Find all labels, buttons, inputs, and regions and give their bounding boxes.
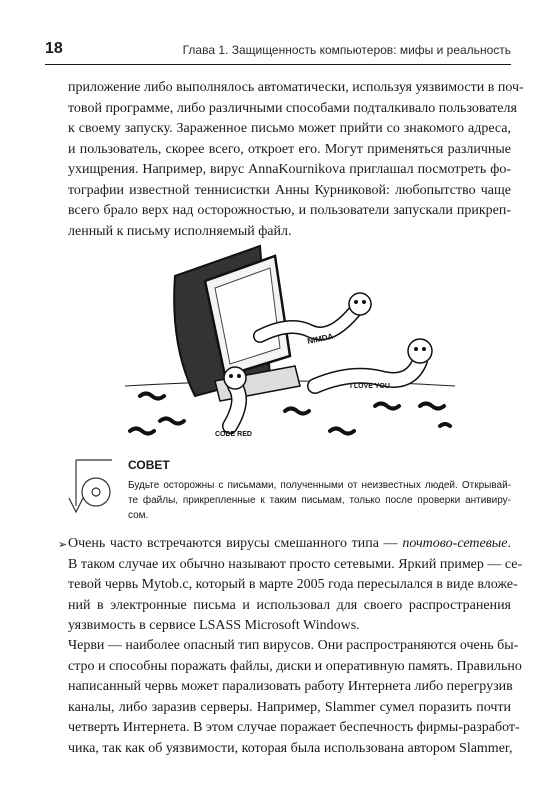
worms-attack-computer-illustration — [120, 236, 460, 446]
page-header — [45, 40, 511, 62]
text-line: товой программе, либо различными способами подталкивало пользователя — [68, 100, 517, 116]
tip-text — [128, 478, 511, 523]
text-line — [68, 534, 511, 555]
text-run: . — [507, 536, 511, 551]
text-line: тевой червь Mytob.c, который в марте 2005 года пересылался в виде вложе- — [68, 577, 518, 592]
nimda-label: NIMDA — [306, 331, 335, 346]
text-line: уязвимость в сервисе LSASS Microsoft Windows. — [68, 618, 360, 633]
tip-box — [68, 458, 511, 528]
running-title: Глава 1. Защищенность компьютеров: мифы и реальность — [182, 43, 511, 57]
paragraph-mixed-viruses — [68, 534, 523, 637]
text-line: написанный червь может парализовать работу Интернета либо перегрузив — [68, 679, 513, 694]
text-line: ленный к письму исполняемый файл. — [68, 223, 292, 239]
text-line: Черви — наиболее опасный тип вирусов. Они распространяются очень бы- — [68, 638, 519, 653]
emphasis-term: почтово-сетевые — [402, 536, 508, 551]
paragraph-worms — [68, 636, 522, 759]
header-rule — [45, 64, 511, 65]
tip-line: сом. — [128, 510, 149, 521]
arrow-disc-icon — [68, 458, 114, 526]
iloveyou-label: I LOVE YOU — [350, 383, 390, 390]
text-line: приложение либо выполнялось автоматически, используя уязвимости в поч- — [68, 80, 524, 95]
text-line: ний в электронные письма и использовал для своего распространения — [68, 597, 511, 613]
bullet-arrow-icon: ➢ — [58, 538, 68, 551]
text-line: каналы, либо заразив серверы. Например, Slammer сумел поразить почти — [68, 699, 511, 715]
codered-label: CODE RED — [215, 431, 252, 438]
tip-line: те файлы, прикрепленные к таким письмам, только после проверки антивиру- — [128, 495, 511, 506]
text-line: тографии известной теннисистки Анны Курниковой: любопытство чаще — [68, 182, 511, 198]
page-number: 18 — [45, 40, 63, 57]
text-line: к своему запуску. Зараженное письмо может прийти со знакомого адреса, — [68, 121, 511, 136]
text-line: ухищрения. Например, вирус AnnaKournikova приглашал посмотреть фо- — [68, 162, 511, 177]
text-line: четверть Интернета. В этом случае поражает беспечность фирмы-разработ- — [68, 720, 520, 735]
text-line: В таком случае их обычно называют просто сетевыми. Яркий пример — се- — [68, 556, 523, 572]
text-line: чика, так как об уязвимости, которая была использована автором Slammer, — [68, 740, 513, 756]
text-line: всего брало верх над осторожностью, и пользователи запускали прикреп- — [68, 203, 511, 218]
text-line: и пользователь, скорее всего, откроет его. Могут применяться различные — [68, 141, 511, 157]
text-run: Очень часто встречаются вирусы смешанного типа — — [68, 536, 403, 551]
tip-line: Будьте осторожны с письмами, полученными от неизвестных людей. Открывай- — [128, 480, 511, 491]
paragraph-email-worms — [68, 78, 524, 242]
tip-title: СОВЕТ — [128, 458, 170, 472]
text-line: стро и способны поражать файлы, диски и оперативную память. Правильно — [68, 658, 522, 674]
